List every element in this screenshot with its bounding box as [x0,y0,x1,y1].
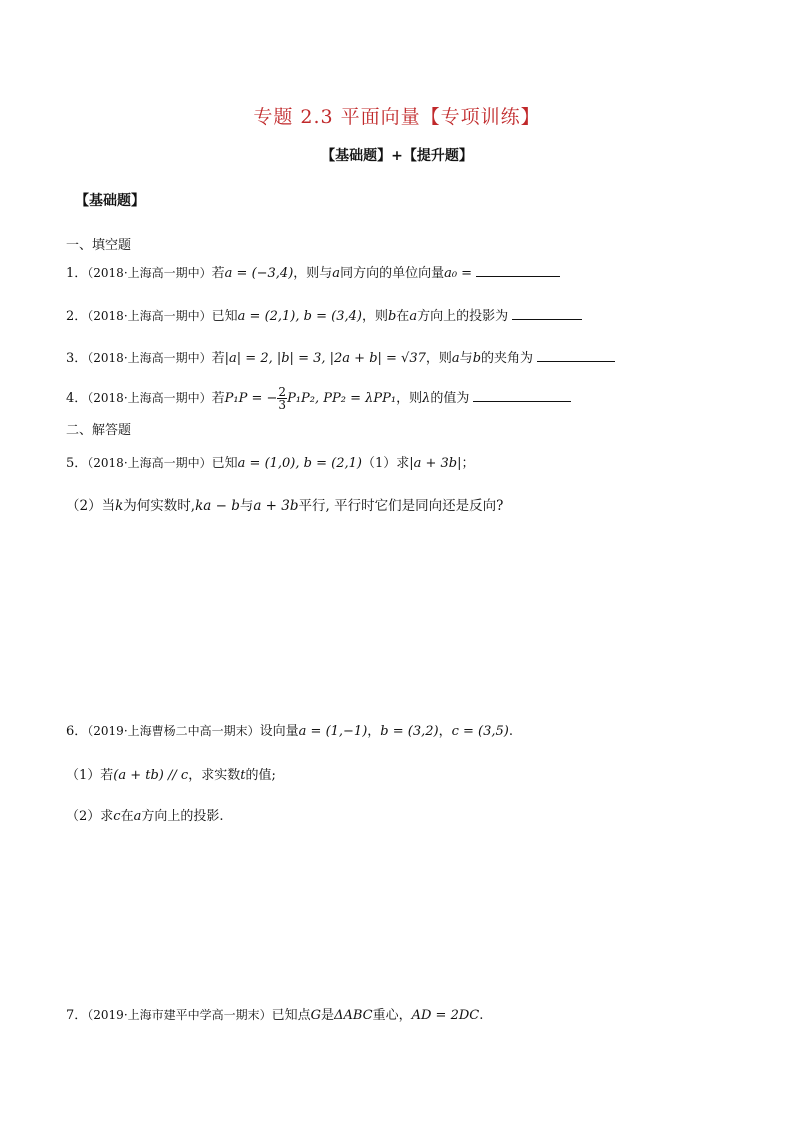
math-expression: |a| = 2, |b| = 3, |2a + b| = √37 [224,351,426,366]
question-text: 方向上的投影. [141,809,224,824]
question-text: ，则与 [293,266,333,281]
vector-a: a [451,351,460,366]
fraction [277,386,287,411]
answer-blank[interactable] [476,264,560,277]
question-text: 若 [211,266,225,281]
separator: ， [367,724,381,739]
question-text: 的值; [245,768,276,783]
question-text: （2）当 [66,498,116,514]
question-number: 6． [66,724,88,739]
question-number: 7． [66,1008,88,1023]
math-expression: |a + 3b| [409,456,462,471]
question-text: 方向上的投影为 [417,309,509,324]
vector-b: b [387,309,397,324]
math-symbol: G [310,1008,322,1023]
question-6 [66,720,513,739]
fraction-numerator: 2 [278,385,287,399]
question-text: 同方向的单位向量 [340,266,445,281]
question-4 [66,386,571,411]
vector-a: a [332,266,341,281]
vector-a: a [409,309,418,324]
question-text: 的夹角为 [481,351,534,366]
period: . [508,724,514,739]
period: . [479,1008,484,1023]
question-6-part-1 [66,764,276,783]
math-expression: ka − b [195,498,240,514]
math-symbol: λ [422,391,431,406]
question-text: 设向量 [259,724,299,739]
math-expression: a = (1,−1) [298,724,368,739]
question-text: 若 [211,351,225,366]
question-source: （2018·上海高一期中） [87,266,212,280]
answer-blank[interactable] [473,389,571,402]
question-5-part-2 [66,494,503,514]
separator: ， [438,724,452,739]
question-source: （2019·上海曹杨二中高一期末） [87,724,260,738]
question-text: （1）求 [361,456,410,471]
question-text: 在 [396,309,410,324]
question-text: ； [461,456,475,471]
math-expression: AD = 2DC [411,1008,480,1023]
math-expression: (a + tb) // c [113,768,189,783]
question-text: 已知 [211,456,238,471]
vector-a: a [133,809,142,824]
question-source: （2018·上海高一期中） [87,351,212,365]
question-text: 是 [321,1008,335,1023]
part-heading-fill: 一、填空题 [66,238,132,253]
question-6-part-2 [66,805,223,824]
question-number: 3． [66,351,88,366]
question-3 [66,347,615,366]
question-text: 若 [211,391,225,406]
question-text: 平行, 平行时它们是同向还是反向? [298,498,504,514]
question-text: 已知 [211,309,238,324]
fraction-denominator: 3 [278,398,287,412]
question-source: （2018·上海高一期中） [87,391,212,405]
question-source: （2018·上海高一期中） [87,456,212,470]
math-expression: P₁P₂, PP₂ = λPP₁ [287,391,397,406]
question-number: 1． [66,266,88,281]
page-subtitle: 【基础题】+【提升题】 [321,148,473,164]
question-text: ，则 [425,351,452,366]
question-text: ，求实数 [188,768,241,783]
question-text: ，则 [396,391,423,406]
vector-b: b [472,351,482,366]
math-expression: a = (2,1), b = (3,4) [237,309,362,324]
vector-c: c [113,809,121,824]
math-expression: a = (1,0), b = (2,1) [237,456,362,471]
question-5 [66,452,475,471]
part-heading-solve: 二、解答题 [66,423,132,438]
question-7 [66,1004,483,1023]
question-text: 与 [459,351,473,366]
question-source: （2019·上海市建平中学高一期末） [87,1008,272,1022]
question-text: 的值为 [430,391,470,406]
math-symbol: k [115,498,124,514]
question-1 [66,262,560,281]
question-text: 在 [120,809,134,824]
question-source: （2018·上海高一期中） [87,309,212,323]
question-text: 重心， [372,1008,412,1023]
answer-blank[interactable] [512,307,582,320]
answer-blank[interactable] [537,349,615,362]
math-expression: b = (3,2) [380,724,439,739]
question-2 [66,305,582,324]
question-text: 已知点 [271,1008,311,1023]
question-text: 与 [239,498,254,514]
math-expression: a + 3b [253,498,299,514]
math-expression: c = (3,5) [451,724,509,739]
math-expression: ΔABC [334,1008,373,1023]
math-expression: P₁P = − [224,391,278,406]
math-expression: a = (−3,4) [224,266,294,281]
math-expression: a₀ = [444,266,473,281]
question-text: ，则 [361,309,388,324]
question-number: 2． [66,309,88,324]
question-number: 5． [66,456,88,471]
math-symbol: t [240,768,246,783]
section-heading: 【基础题】 [75,193,145,209]
question-text: （2）求 [66,809,114,824]
question-text: （1）若 [66,768,114,783]
page-title: 专题 2.3 平面向量【专项训练】 [253,106,541,128]
question-number: 4． [66,391,88,406]
question-text: 为何实数时, [123,498,196,514]
